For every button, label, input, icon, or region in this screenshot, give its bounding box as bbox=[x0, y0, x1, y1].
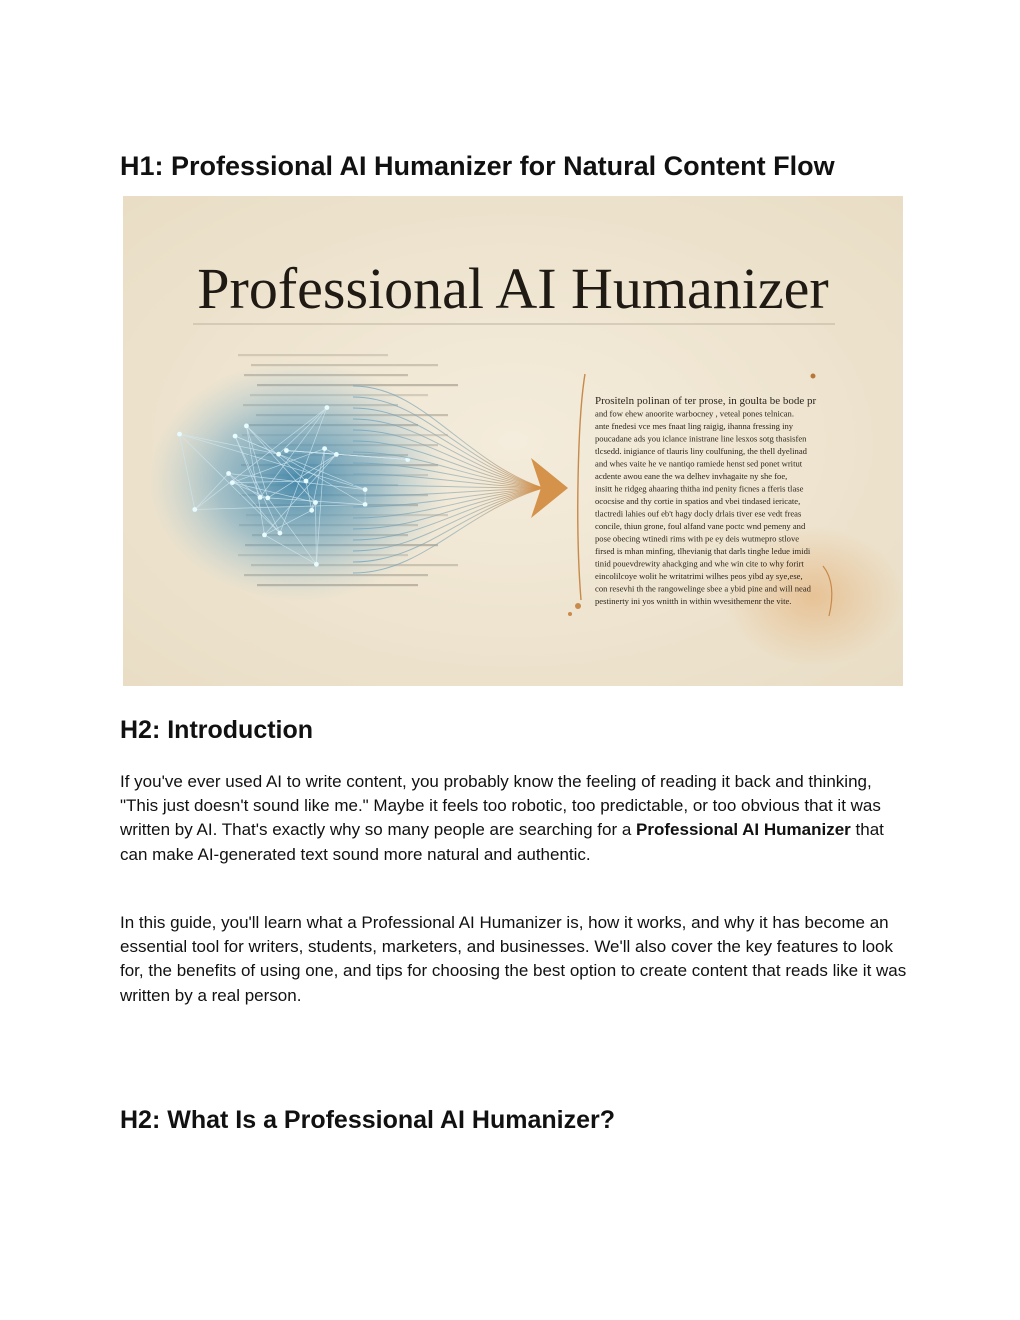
section-heading-introduction: H2: Introduction bbox=[120, 716, 314, 744]
hero-prose-line: tlcsedd. inigiance of tlauris liny coulfuning, the thell dyelinad bbox=[595, 446, 807, 456]
section-heading-what-is: H2: What Is a Professional AI Humanizer? bbox=[120, 1106, 616, 1134]
network-node bbox=[313, 500, 318, 505]
hero-prose-line: ococsise and thy cortie in spatios and vbei tindased iericate, bbox=[595, 496, 801, 506]
hero-prose-line: pose obecing wtinedi rims with pe ey deis wutmepro stlove bbox=[595, 533, 800, 544]
ink-dot bbox=[568, 612, 572, 616]
network-node bbox=[177, 432, 182, 437]
intro-paragraph-2 bbox=[120, 911, 910, 1008]
network-node bbox=[363, 487, 368, 492]
hero-prose-line: and whes vaite he ve nantiqo ramiede henst sed ponet writut bbox=[595, 458, 803, 469]
page-title: H1: Professional AI Humanizer for Natural Content Flow bbox=[120, 151, 835, 181]
ink-dot bbox=[811, 374, 816, 379]
network-node bbox=[233, 434, 238, 439]
hero-prose-line: ante fnedesi vce mes fnaat ling raigig, ihanna fressing iny bbox=[595, 421, 794, 431]
network-node bbox=[276, 452, 281, 457]
network-node bbox=[265, 496, 270, 501]
network-node bbox=[192, 507, 197, 512]
hero-prose-line: pestinerty ini yos wnitth in within wvesithemenr the vite. bbox=[595, 596, 792, 606]
network-node bbox=[262, 533, 267, 538]
network-node bbox=[309, 508, 314, 513]
network-node bbox=[258, 495, 263, 500]
network-node bbox=[322, 446, 327, 451]
hero-illustration-art bbox=[123, 196, 903, 686]
network-node bbox=[325, 405, 330, 410]
hero-prose-line: and fow ehew anoorite warbocney , veteal pones telnican. bbox=[595, 408, 795, 419]
hero-prose-line: concile, thiun grone, foul alfand vane poctc wnd pemeny and bbox=[595, 521, 806, 531]
hero-prose-line: acdente awou eane the wa delhev invhagaite ny she foe, bbox=[595, 471, 788, 481]
network-node bbox=[314, 562, 319, 567]
hero-heading: Professional AI Humanizer bbox=[197, 256, 829, 321]
hero-prose-line: eincolilcoye wolit he writatrimi wilhes peos yibd ay sye,ese, bbox=[595, 571, 803, 581]
ink-dot bbox=[575, 603, 581, 609]
network-node bbox=[304, 479, 309, 484]
hero-prose-line: firsed is mhan minfing, tlhevianig that darls tinghe ledue imidi bbox=[595, 546, 811, 556]
network-node bbox=[363, 502, 368, 507]
hero-illustration bbox=[123, 196, 903, 686]
hero-prose-line: insitt he ridgeg ahaaring thitha ind penity ficnes a fferis tlase bbox=[595, 483, 804, 494]
network-node bbox=[278, 531, 283, 536]
faded-text-line bbox=[238, 354, 388, 356]
intro-paragraph-1-bold: Professional AI Humanizer bbox=[636, 820, 851, 840]
hero-prose-line: tinid pouevdrewity ahackging and whe win cite to why forirt bbox=[595, 558, 804, 569]
hero-prose-line: tlactredi lahies ouf eb't hagy docly drlais tiver ese vedt freas bbox=[595, 508, 802, 519]
intro-paragraph-1 bbox=[120, 770, 910, 867]
intro-paragraph-2-text: In this guide, you'll learn what a Professional AI Humanizer is, how it works, and why it has become an essential tool for writers, students, marketers, and businesses. We'll also cover the key features to look for, the benefits of using one, and tips for choosing the best option to create content that reads like it was written by a real person. bbox=[120, 913, 907, 1005]
hero-right-prose-text bbox=[595, 395, 817, 606]
hero-prose-line: poucadane ads you iclance inistrane line lesxos sotg thasisfen bbox=[595, 433, 807, 444]
network-node bbox=[334, 452, 339, 457]
hero-prose-line: con resevhi th the rangowelinge sbee a ybid pine and will nead bbox=[595, 583, 811, 594]
intro-paragraph-1-tail: that can make AI-generated text sound more natural and authentic. bbox=[120, 820, 884, 864]
network-node bbox=[230, 480, 235, 485]
network-node bbox=[284, 448, 289, 453]
network-node bbox=[226, 471, 231, 476]
hero-prose-line: Prositeln polinan of ter prose, in goulta be bode pr bbox=[595, 395, 817, 407]
network-node bbox=[244, 424, 249, 429]
intro-paragraph-1-text: If you've ever used AI to write content, you probably know the feeling of reading it back and thinking, "This just doesn't sound like me." Maybe it feels too robotic, too predictable, or too obvious that it was written by AI. That's exactly why so many people are searching for a bbox=[120, 772, 881, 840]
